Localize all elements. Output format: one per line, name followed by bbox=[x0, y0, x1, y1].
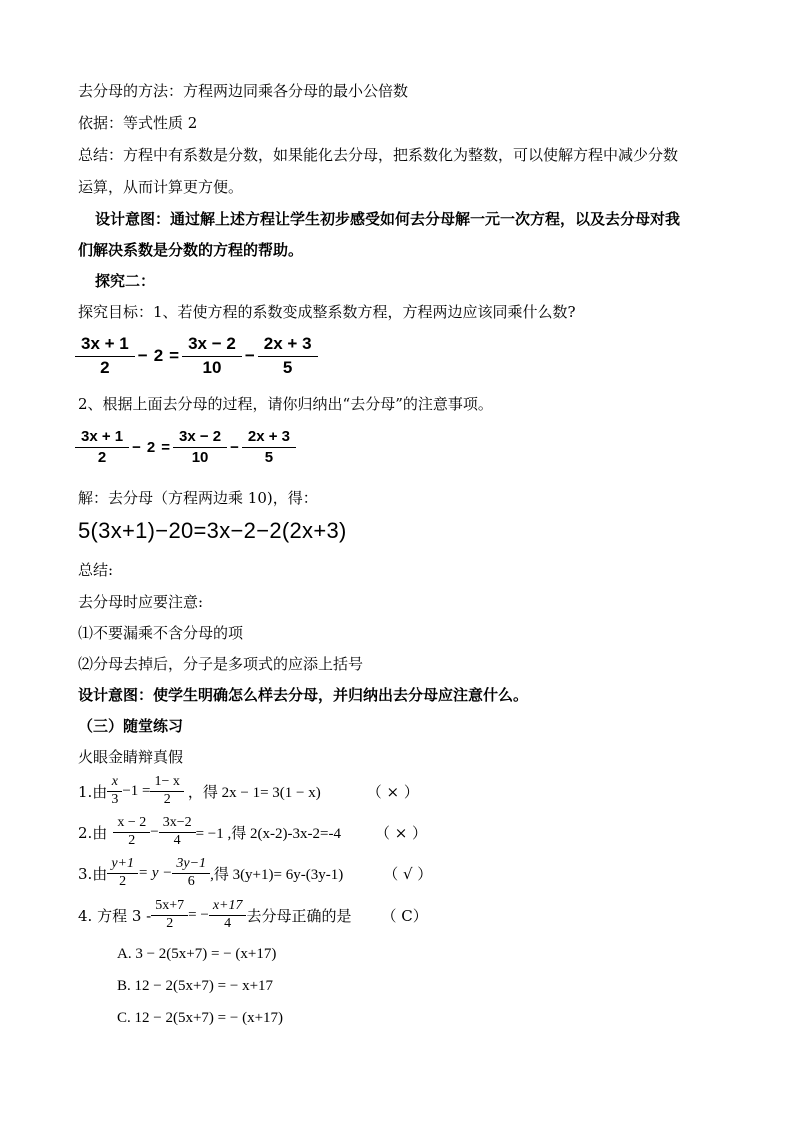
fraction bbox=[109, 774, 120, 808]
design-intent-2: 设计意图：使学生明确怎么样去分母，并归纳出去分母应注意什么。 bbox=[78, 686, 529, 704]
equation-1 bbox=[78, 334, 315, 378]
fraction bbox=[261, 334, 315, 378]
expression: ,得 3(y+1)= 6y-(3y-1) bbox=[210, 866, 344, 883]
method-line: 去分母的方法：方程两边同乘各分母的最小公倍数 bbox=[78, 82, 409, 100]
item-prefix: 1.由 bbox=[78, 782, 108, 801]
numerator: x bbox=[111, 774, 118, 789]
answer-mark: （ √ ） bbox=[383, 864, 433, 883]
fraction bbox=[109, 856, 136, 890]
item-prefix: 3.由 bbox=[78, 864, 108, 883]
section-three-heading: （三）随堂练习 bbox=[78, 717, 184, 735]
denominator: 4 bbox=[159, 832, 196, 849]
denominator: 5 bbox=[242, 447, 296, 466]
fraction bbox=[174, 856, 208, 890]
practice-item-4 bbox=[78, 898, 428, 932]
practice-item-1 bbox=[78, 774, 419, 808]
numerator: x − 2 bbox=[117, 815, 147, 830]
denominator: 5 bbox=[258, 356, 318, 378]
expression: −1 = bbox=[122, 782, 151, 799]
numerator: 3x−2 bbox=[162, 815, 192, 830]
numerator: 1− x bbox=[154, 774, 180, 789]
summary-line-2: 运算，从而计算更方便。 bbox=[78, 178, 244, 196]
expression: − bbox=[150, 823, 159, 840]
denominator: 3 bbox=[107, 791, 122, 808]
equals-sign: = bbox=[169, 346, 180, 365]
denominator: 10 bbox=[173, 447, 227, 466]
numerator: 3x − 2 bbox=[179, 428, 222, 445]
fraction bbox=[153, 898, 186, 932]
fraction bbox=[115, 815, 148, 849]
answer-mark: （ C） bbox=[381, 906, 428, 925]
denominator: 6 bbox=[172, 873, 210, 890]
constant: 2 bbox=[153, 346, 164, 365]
denominator: 2 bbox=[113, 832, 150, 849]
solve-line: 解：去分母（方程两边乘 10)，得： bbox=[78, 489, 318, 507]
answer-mark: （ × ） bbox=[374, 823, 428, 842]
explore-two-heading: 探究二： bbox=[95, 272, 156, 290]
fraction bbox=[152, 774, 181, 808]
denominator: 2 bbox=[151, 915, 188, 932]
fraction bbox=[185, 334, 239, 378]
game-title: 火眼金睛辩真假 bbox=[78, 748, 184, 766]
fraction bbox=[78, 428, 126, 466]
fraction bbox=[161, 815, 194, 849]
fraction bbox=[211, 898, 245, 932]
note-item-2: ⑵分母去掉后，分子是多项式的应添上括号 bbox=[78, 655, 364, 673]
minus-sign: − bbox=[137, 346, 148, 365]
numerator: 2x + 3 bbox=[263, 334, 312, 353]
note-title: 去分母时应要注意: bbox=[78, 593, 204, 611]
numerator: y+1 bbox=[111, 856, 134, 871]
practice-item-3 bbox=[78, 856, 432, 890]
equals-sign: = bbox=[161, 438, 170, 456]
summary-line-1: 总结：方程中有系数是分数，如果能化去分母，把系数化为整数，可以使解方程中减少分数 bbox=[78, 146, 679, 164]
denominator: 2 bbox=[107, 873, 138, 890]
expression: = − bbox=[188, 906, 209, 923]
equation-2 bbox=[78, 428, 293, 466]
answer-mark: （ × ） bbox=[366, 782, 419, 801]
denominator: 2 bbox=[75, 356, 135, 378]
expression: ，得 2x − 1= 3(1 − x) bbox=[187, 784, 321, 801]
minus-sign: − bbox=[244, 346, 255, 365]
numerator: 5x+7 bbox=[155, 898, 185, 913]
fraction bbox=[245, 428, 293, 466]
expression: = −1 ,得 2(x-2)-3x-2=-4 bbox=[195, 825, 341, 842]
design-intent-1a: 设计意图：通过解上述方程让学生初步感受如何去分母解一元一次方程，以及去分母对我 bbox=[95, 210, 681, 228]
numerator: 3x + 1 bbox=[81, 334, 129, 353]
basis-line: 依据：等式性质 2 bbox=[78, 114, 198, 132]
fraction bbox=[176, 428, 224, 466]
denominator: 4 bbox=[209, 915, 247, 932]
minus-sign: − bbox=[132, 438, 141, 456]
item-prefix: 4. 方程 3 - bbox=[78, 906, 152, 925]
fraction bbox=[78, 334, 132, 378]
numerator: 3x − 2 bbox=[188, 334, 236, 353]
minus-sign: − bbox=[230, 438, 239, 456]
denominator: 2 bbox=[150, 791, 183, 808]
option-c: C. 12 − 2(5x+7) = − (x+17) bbox=[117, 1010, 284, 1026]
expression: 去分母正确的是 bbox=[246, 906, 352, 925]
numerator: x+17 bbox=[212, 898, 243, 913]
option-a: A. 3 − 2(5x+7) = − (x+17) bbox=[117, 946, 277, 962]
result-equation: 5(3x+1)−20=3x−2−2(2x+3) bbox=[78, 518, 347, 543]
numerator: 2x + 3 bbox=[247, 428, 291, 445]
denominator: 10 bbox=[182, 356, 242, 378]
practice-item-2 bbox=[78, 815, 427, 849]
option-b: B. 12 − 2(5x+7) = − x+17 bbox=[117, 978, 274, 994]
numerator: 3y−1 bbox=[176, 856, 207, 871]
expression: = y − bbox=[137, 864, 173, 881]
explore-goal: 探究目标：1、若使方程的系数变成整系数方程，方程两边应该同乘什么数? bbox=[78, 303, 576, 321]
summary-two: 总结: bbox=[78, 561, 114, 579]
note-item-1: ⑴不要漏乘不含分母的项 bbox=[78, 624, 244, 642]
design-intent-1b: 们解决系数是分数的方程的帮助。 bbox=[78, 241, 304, 259]
step-two-line: 2、根据上面去分母的过程，请你归纳出“去分母”的注意事项。 bbox=[78, 395, 493, 413]
item-prefix: 2.由 bbox=[78, 823, 108, 842]
denominator: 2 bbox=[75, 447, 129, 466]
numerator: 3x + 1 bbox=[81, 428, 124, 445]
constant: 2 bbox=[146, 438, 156, 456]
